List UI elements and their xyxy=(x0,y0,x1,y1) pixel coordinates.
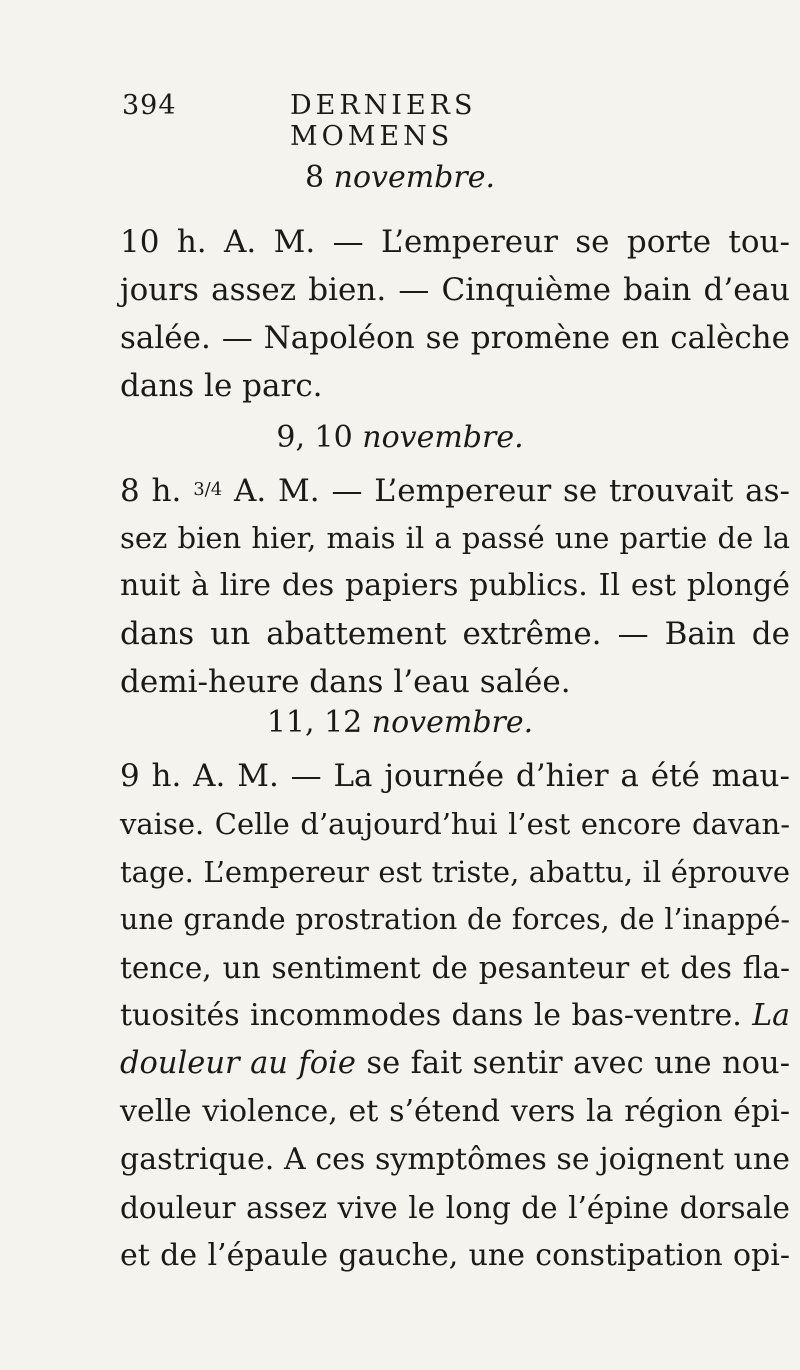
line-text: se fait sentir avec une nou- xyxy=(366,1046,790,1081)
date-heading xyxy=(0,160,800,195)
date-heading xyxy=(0,705,800,740)
date-word: novembre. xyxy=(362,420,524,455)
text-line: gastrique. A ces symptômes se joignent une xyxy=(120,1142,790,1177)
page-number: 394 xyxy=(122,90,177,121)
text-line: et de l’épaule gauche, une constipation opi- xyxy=(120,1238,790,1273)
text-line: dans le parc. xyxy=(120,368,323,404)
text-line: 10 h. A. M. — L’empereur se porte tou- xyxy=(120,224,790,260)
text-line: tage. L’empereur est triste, abattu, il éprouve xyxy=(120,855,790,889)
text-line: vaise. Celle d’aujourd’hui l’est encore davan- xyxy=(120,807,790,841)
fraction: 3/4 xyxy=(193,479,223,500)
date-number: 11, 12 xyxy=(266,705,363,740)
text-line xyxy=(120,1040,790,1088)
paragraph xyxy=(120,466,790,706)
italic-phrase: douleur au foie xyxy=(120,1046,356,1081)
text-line: velle violence, et s’étend vers la région épi- xyxy=(120,1094,790,1129)
time-text: 8 h. xyxy=(120,473,182,509)
text-line: une grande prostration de forces, de l’inappé- xyxy=(120,903,790,936)
text-line: dans un abattement extrême. — Bain de xyxy=(120,616,790,652)
line-text: tuosités incommodes dans le bas-ventre. xyxy=(120,998,742,1033)
text-line: nuit à lire des papiers publics. Il est plongé xyxy=(120,568,790,603)
text-line: demi-heure dans l’eau salée. xyxy=(120,664,571,700)
running-head xyxy=(122,90,610,152)
running-title: DERNIERS MOMENS xyxy=(290,90,477,152)
text-line xyxy=(120,466,790,514)
date-number: 8 xyxy=(304,160,325,195)
text-line: 9 h. A. M. — La journée d’hier a été mau- xyxy=(120,758,790,794)
date-word: novembre. xyxy=(333,160,495,195)
paragraph xyxy=(120,752,790,1280)
text-line: douleur assez vive le long de l’épine dorsale xyxy=(120,1191,790,1225)
text-line xyxy=(120,992,790,1040)
text-line: jours assez bien. — Cinquième bain d’eau xyxy=(120,272,790,308)
date-word: novembre. xyxy=(371,705,534,740)
text-line: salée. — Napoléon se promène en calèche xyxy=(120,320,790,356)
text-line: sez bien hier, mais il a passé une partie de la xyxy=(120,521,790,555)
date-heading xyxy=(0,420,800,455)
italic-phrase: La xyxy=(752,998,790,1033)
line-text: A. M. — L’empereur se trouvait as- xyxy=(233,473,790,509)
date-number: 9, 10 xyxy=(276,420,353,455)
paragraph xyxy=(120,218,790,410)
text-line: tence, un sentiment de pesanteur et des fla- xyxy=(120,951,790,985)
